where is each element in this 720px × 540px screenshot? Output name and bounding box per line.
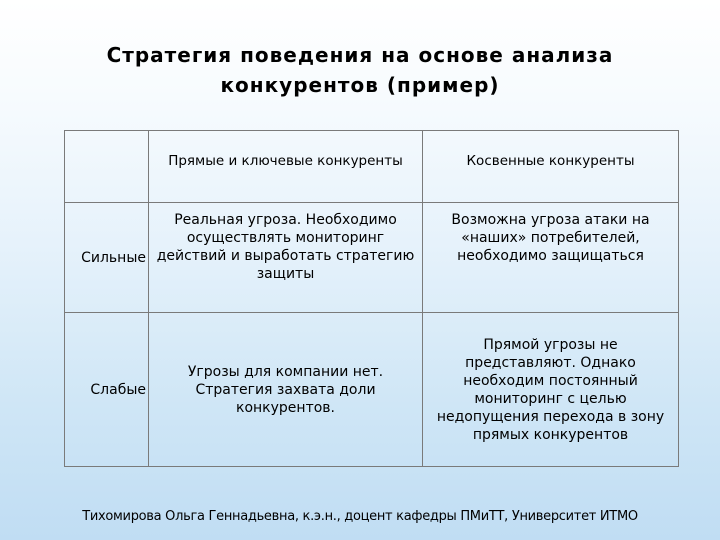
competitor-strategy-table [64, 130, 679, 467]
cell-strong-direct: Реальная угроза. Необходимо осуществлять мониторинг действий и выработать стратегию защиты [149, 203, 423, 313]
table-row-weak [65, 313, 679, 467]
slide-title [40, 40, 680, 100]
cell-weak-indirect: Прямой угрозы не представляют. Однако необходим постоянный мониторинг с целью недопущения перехода в зону прямых конкурентов [423, 313, 679, 467]
cell-strong-indirect: Возможна угроза атаки на «наших» потребителей, необходимо защищаться [423, 203, 679, 313]
cell-weak-direct: Угрозы для компании нет. Стратегия захвата доли конкурентов. [149, 313, 423, 467]
table-corner-cell [65, 131, 149, 203]
column-header-indirect-competitors: Косвенные конкуренты [423, 131, 679, 203]
row-label-strong: Сильные [65, 203, 149, 313]
table-header-row [65, 131, 679, 203]
row-label-weak: Слабые [65, 313, 149, 467]
author-footer: Тихомирова Ольга Геннадьевна, к.э.н., доцент кафедры ПМиТТ, Университет ИТМО [82, 509, 638, 524]
slide-title-line-2: конкурентов (пример) [220, 73, 500, 97]
slide-title-line-1: Стратегия поведения на основе анализа [106, 43, 614, 67]
table-row-strong [65, 203, 679, 313]
column-header-direct-competitors: Прямые и ключевые конкуренты [149, 131, 423, 203]
